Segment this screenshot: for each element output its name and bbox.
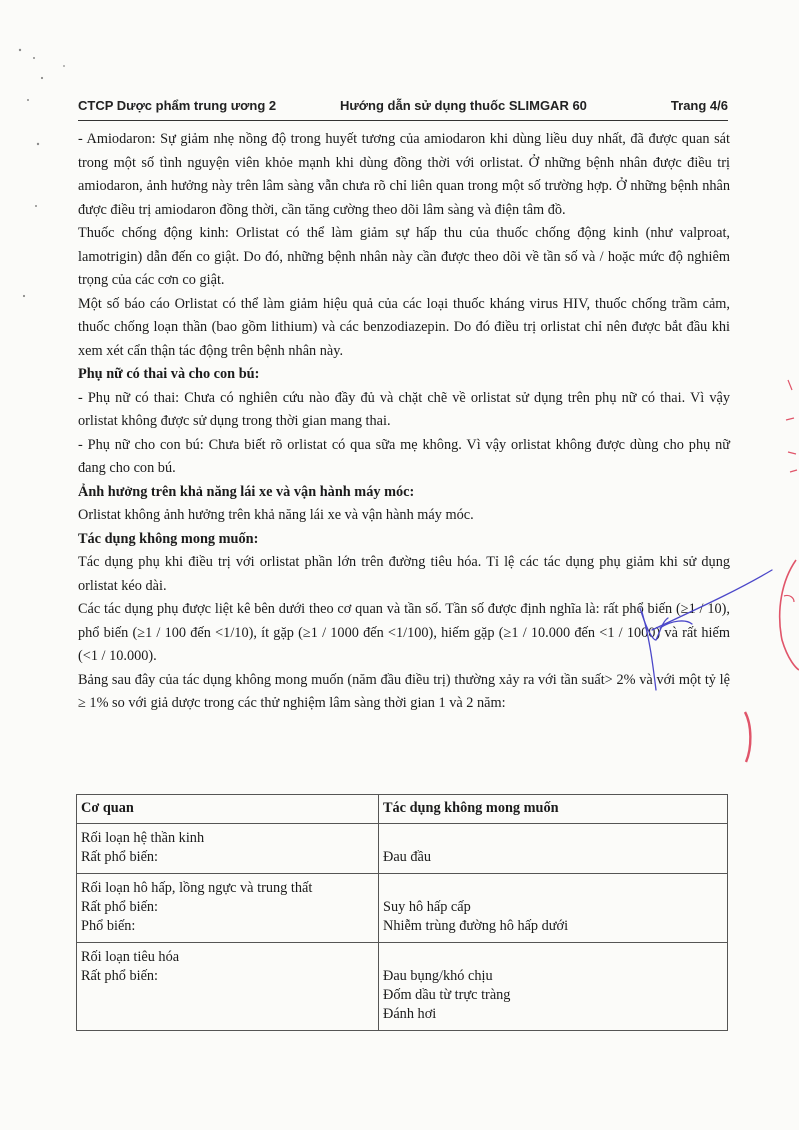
effect-cell	[379, 943, 728, 1031]
header-title: Hướng dẫn sử dụng thuốc SLIMGAR 60	[340, 98, 587, 113]
scan-specks	[19, 49, 65, 297]
column-header-effect: Tác dụng không mong muốn	[379, 795, 728, 824]
effect-item: Suy hô hấp cấp	[383, 899, 471, 915]
organ-cell	[77, 943, 379, 1031]
effect-cell	[379, 824, 728, 874]
table-header-row	[77, 795, 728, 824]
effect-item: Nhiễm trùng đường hô hấp dưới	[383, 918, 569, 934]
header-page-number: Trang 4/6	[670, 98, 728, 113]
organ-name: Rối loạn hệ thần kinh	[81, 830, 205, 846]
adverse-effects-table	[76, 794, 728, 1031]
header-company: CTCP Dược phẩm trung ương 2	[78, 98, 277, 113]
column-header-organ: Cơ quan	[77, 795, 379, 824]
effect-item: Đau đầu	[383, 849, 432, 865]
effect-item: Đánh hơi	[383, 1006, 437, 1022]
organ-name: Rối loạn hô hấp, lồng ngực và trung thất	[81, 880, 313, 896]
frequency-label: Rất phổ biến:	[81, 968, 159, 984]
page-header	[78, 98, 728, 118]
paragraph-anticonvulsant: Thuốc chống động kinh: Orlistat có thể làm giảm sự hấp thu của thuốc chống động kinh (như valproat, lamotrigin) dẫn đến co giật. Do đó, những bệnh nhân này cần được theo dõi về tần số và / hoặc mức độ nghiêm trọng của các cơn co giật.	[78, 225, 730, 288]
paragraph-table-intro: Bảng sau đây của tác dụng không mong muốn (năm đầu điều trị) thường xảy ra với tần suất> 2% và với một tỷ lệ ≥ 1% so với giả dược trong các thử nghiệm lâm sàng thời gian 1 và 2 năm:	[78, 671, 730, 711]
effect-item: Đau bụng/khó chịu	[383, 968, 493, 984]
paragraph-pregnant: - Phụ nữ có thai: Chưa có nghiên cứu nào đầy đủ và chặt chẽ về orlistat sử dụng trên phụ nữ có thai. Vì vậy orlistat không được sử dụng trong thời gian mang thai.	[78, 389, 730, 429]
document-body	[78, 128, 730, 716]
stamp-fragment	[745, 380, 799, 762]
table-row	[77, 874, 728, 943]
organ-cell	[77, 824, 379, 874]
paragraph-amiodaron: - Amiodaron: Sự giảm nhẹ nồng độ trong huyết tương của amiodaron khi dùng liều duy nhất, đã được quan sát trong một số tình nguyện viên khỏe mạnh khi dùng đồng thời với orlistat. Ở những bệnh nhân được điều trị amiodaron, ảnh hưởng này trên lâm sàng vẫn chưa rõ chỉ liên quan trong một số trường hợp. Ở những bệnh nhân được điều trị amiodaron đồng thời, cần tăng cường theo dõi lâm sàng và điện tâm đồ.	[78, 131, 730, 218]
frequency-label: Phổ biến:	[81, 918, 136, 934]
paragraph-hiv-interaction: Một số báo cáo Orlistat có thể làm giảm hiệu quả của các loại thuốc kháng virus HIV, thuốc chống trầm cảm, thuốc chống loạn thần (bao gồm lithium) và các benzodiazepin. Do đó điều trị orlistat chỉ nên được bắt đầu khi xem xét cẩn thận tác động trên bệnh nhân này.	[78, 295, 730, 359]
frequency-label: Rất phổ biến:	[81, 849, 159, 865]
effect-item: Đốm dầu từ trực tràng	[383, 987, 511, 1003]
table-row	[77, 943, 728, 1031]
organ-name: Rối loạn tiêu hóa	[81, 949, 180, 965]
table-row	[77, 824, 728, 874]
organ-cell	[77, 874, 379, 943]
heading-adverse-effects: Tác dụng không mong muốn:	[78, 530, 259, 547]
frequency-label: Rất phổ biến:	[81, 899, 159, 915]
effect-cell	[379, 874, 728, 943]
heading-pregnancy: Phụ nữ có thai và cho con bú:	[78, 366, 260, 382]
header-rule	[78, 120, 728, 121]
paragraph-frequency: Các tác dụng phụ được liệt kê bên dưới theo cơ quan và tần số. Tần số được định nghĩa là: rất phổ biến (≥1 / 10), phổ biến (≥1 / 100 đến <1/10), ít gặp (≥1 / 1000 đến <1/100), hiếm gặp (≥1 / 10.000 đến <1 / 1000) và rất hiếm (<1 / 10.000).	[78, 601, 730, 664]
paragraph-breastfeeding: - Phụ nữ cho con bú: Chưa biết rõ orlistat có qua sữa mẹ không. Vì vậy orlistat không được dùng cho phụ nữ đang cho con bú.	[78, 436, 730, 476]
heading-driving: Ảnh hưởng trên khả năng lái xe và vận hành máy móc:	[78, 483, 415, 500]
paragraph-driving: Orlistat không ảnh hưởng trên khả năng lái xe và vận hành máy móc.	[78, 507, 474, 523]
paragraph-ae-intro: Tác dụng phụ khi điều trị với orlistat phần lớn trên đường tiêu hóa. Tỉ lệ các tác dụng phụ giảm khi sử dụng orlistat kéo dài.	[78, 554, 730, 594]
